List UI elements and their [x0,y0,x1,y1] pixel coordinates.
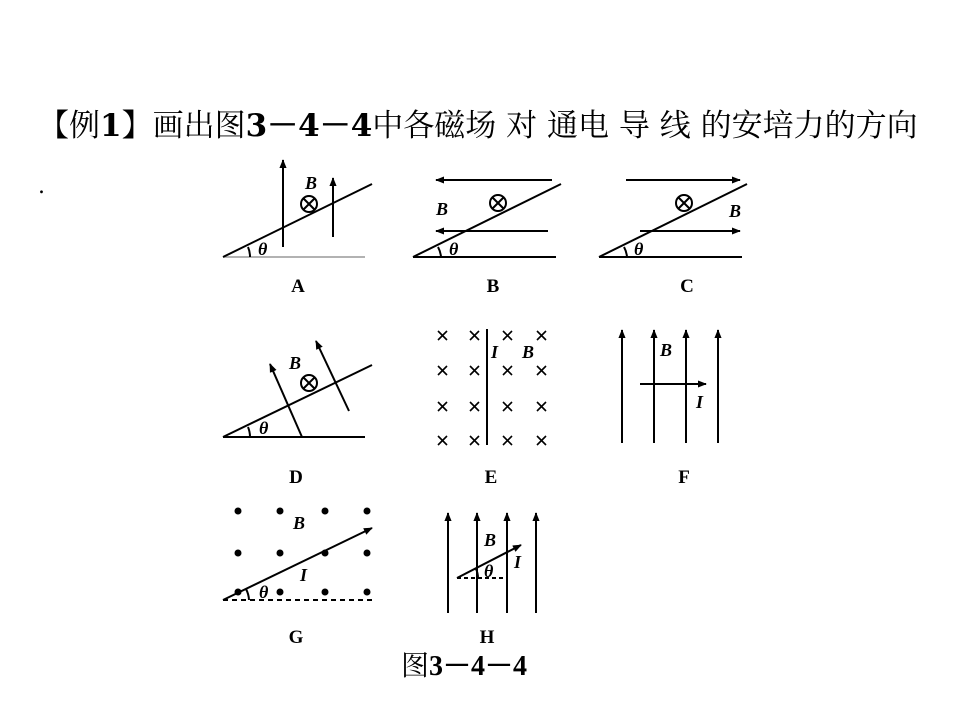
title-dot: . [38,174,45,199]
label-theta-c: θ [634,239,644,259]
title-text-b: 中各磁场 对 通电 导 线 的安培力的方向 [372,108,918,144]
panel-letter-f: F [678,467,690,488]
example-number: 1 [100,108,122,144]
example-word: 例 [69,108,100,144]
label-i-e: I [491,342,499,362]
label-b-h: B [484,530,497,550]
panel-a-diagram [223,160,372,257]
panel-letter-c: C [680,276,694,297]
label-theta-g: θ [259,582,269,602]
panel-letter-e: E [484,467,498,488]
bracket-open: 【 [38,108,69,144]
label-b-a: B [305,173,318,193]
label-b-d: B [289,353,302,373]
panel-letter-g: G [288,627,304,648]
panel-letter-a: A [291,276,305,297]
label-b-c: B [729,201,742,221]
figure-reference: 3－4－4 [245,108,373,144]
bracket-close: 】 [121,108,153,144]
caption-prefix: 图 [401,651,430,682]
label-i-h: I [514,552,522,572]
figure-caption [401,651,527,682]
panel-c-diagram [599,180,747,257]
label-theta-h: θ [484,561,494,581]
panel-letter-b: B [486,276,500,297]
label-b-e: B [522,342,535,362]
panel-letter-h: H [479,627,495,648]
label-theta-d: θ [259,418,269,438]
title-text-a: 画出图 [152,108,246,144]
label-i-g: I [300,565,308,585]
label-b-b: B [436,199,449,219]
panel-letter-d: D [289,467,303,488]
label-b-f: B [660,340,673,360]
label-theta-a: θ [258,239,268,259]
label-i-f: I [696,392,704,412]
label-theta-b: θ [449,239,459,259]
caption-number: 3－4－4 [429,651,528,682]
label-b-g: B [293,513,306,533]
